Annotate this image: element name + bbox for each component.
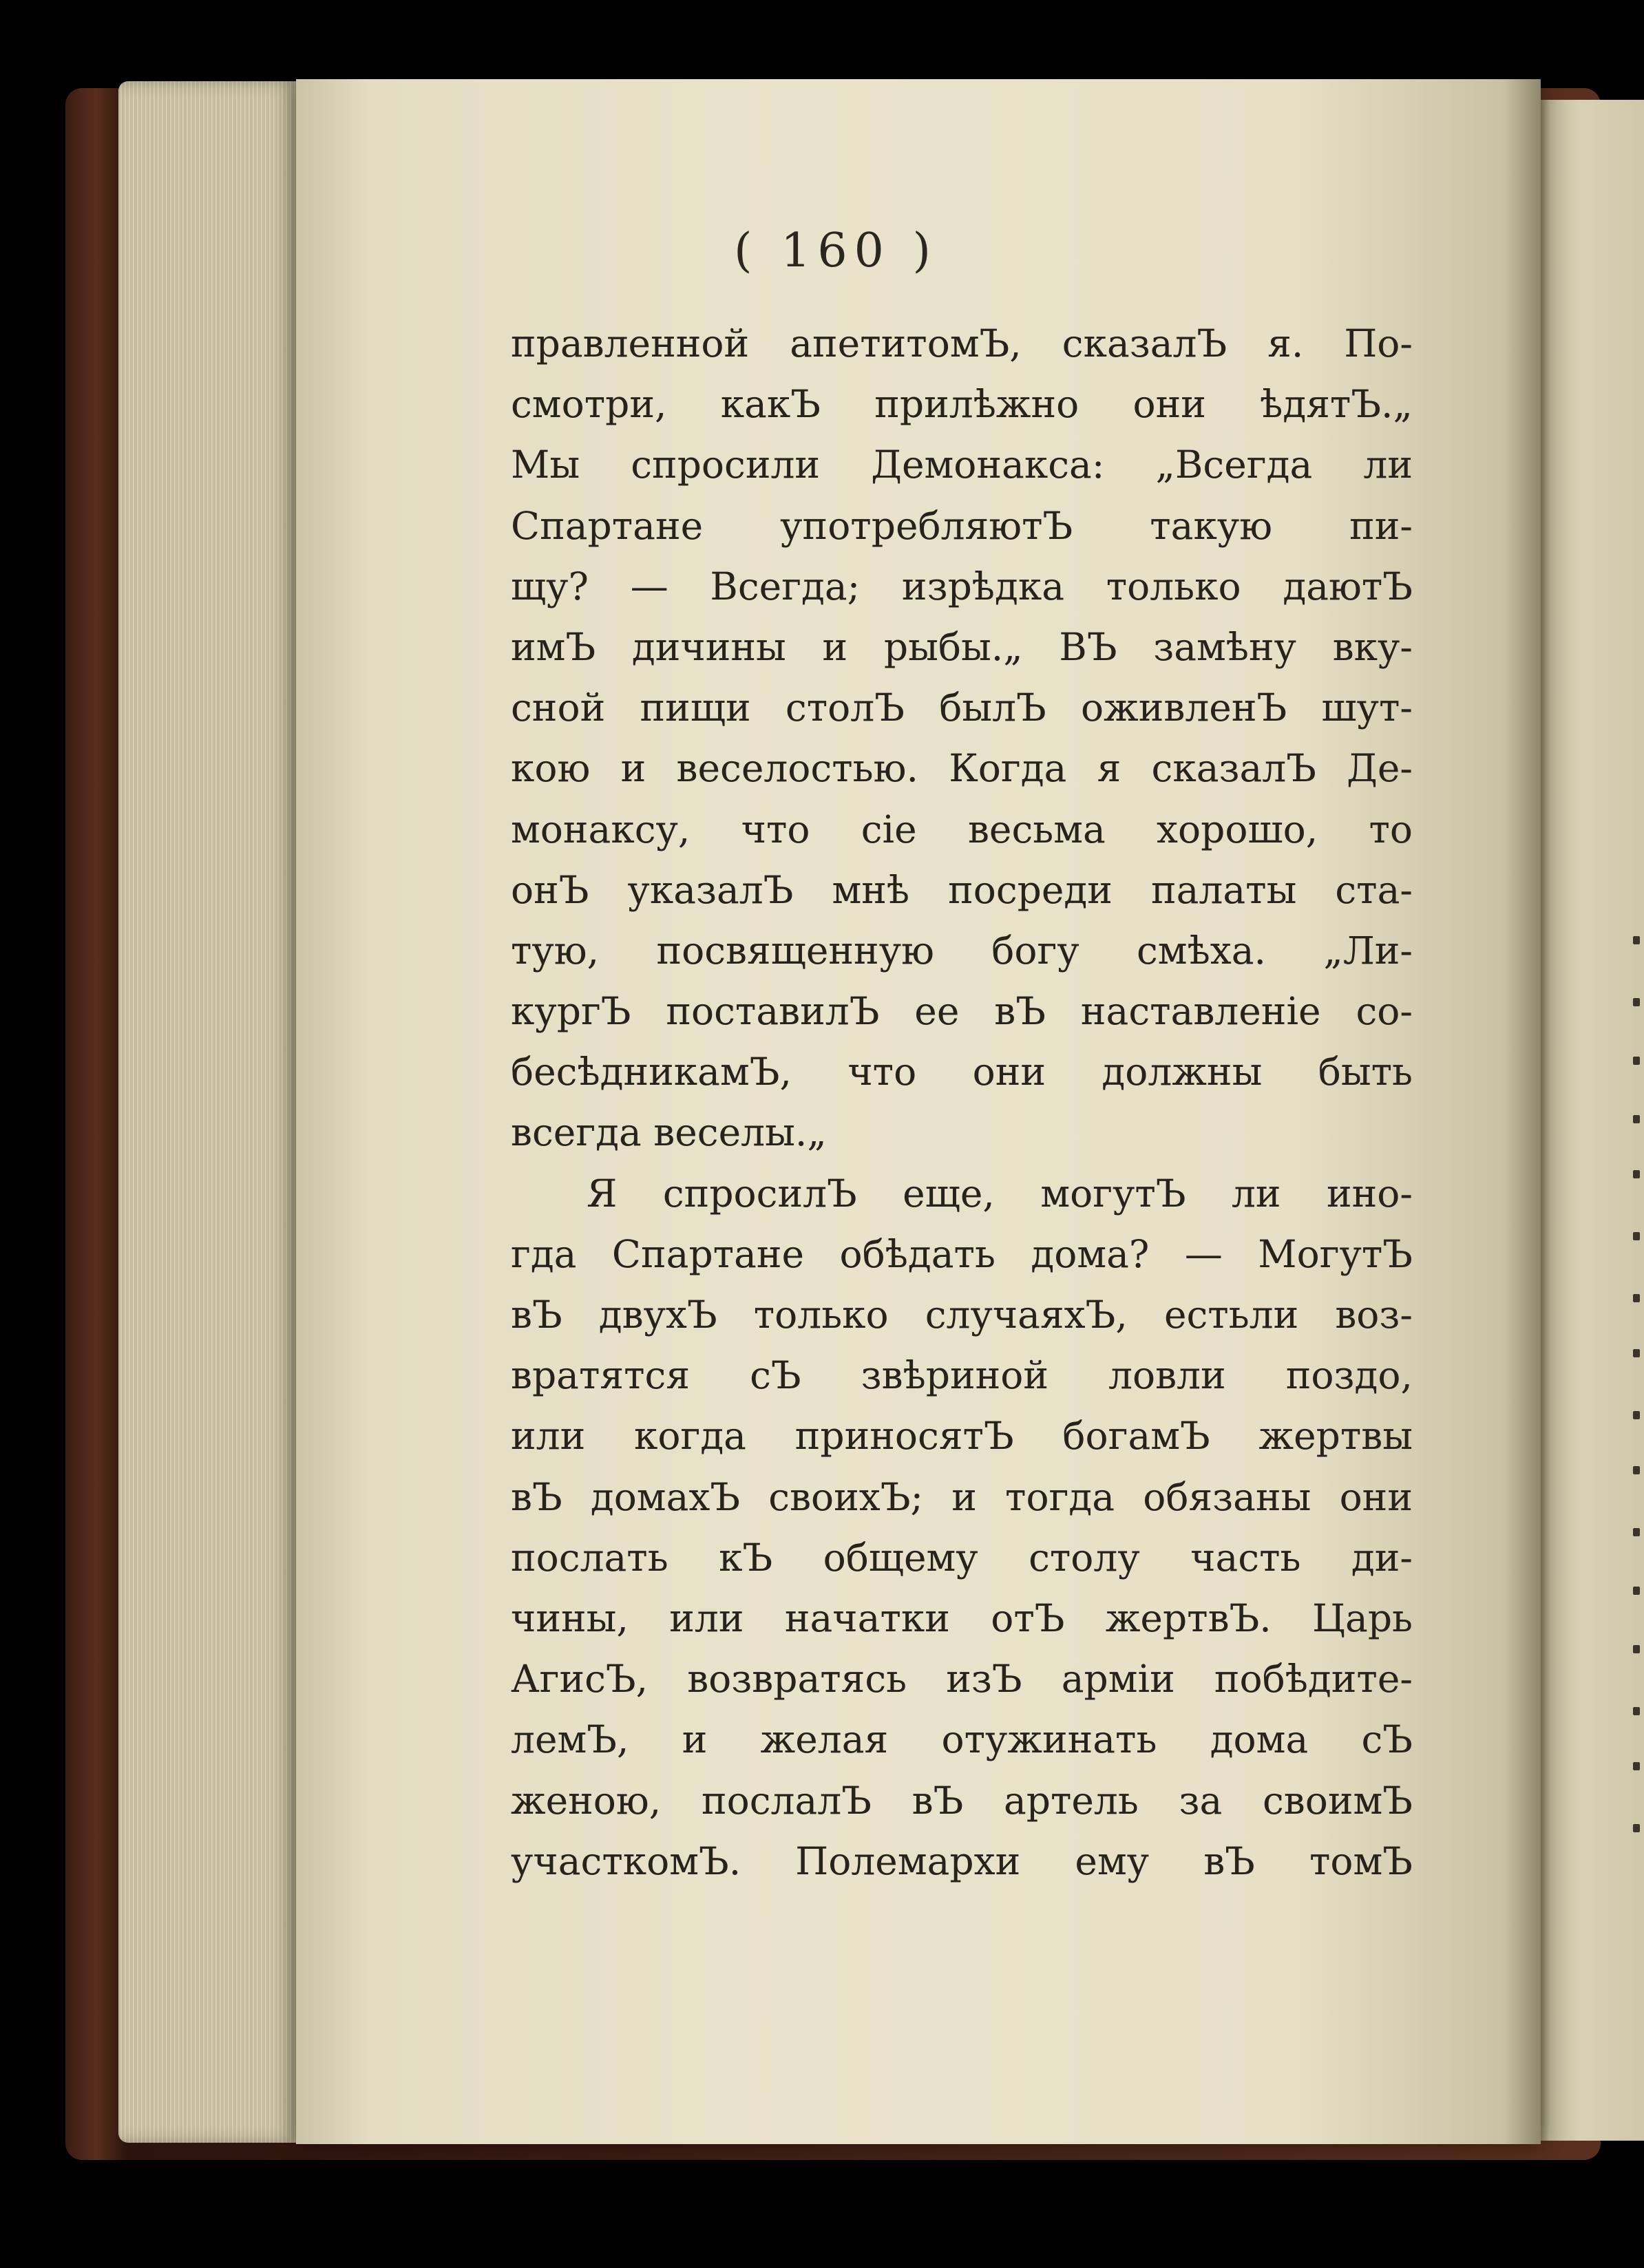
text-line: кою и веселостью. Когда я сказалЪ Де- [511, 746, 1413, 791]
text-line: послать кЪ общему столу часть ди- [511, 1535, 1413, 1580]
text-line: онЪ указалЪ мнѣ посреди палаты ста- [511, 867, 1413, 912]
text-line: монаксу, что сіе весьма хорошо, то [511, 807, 1413, 851]
text-line: правленной апетитомЪ, сказалЪ я. По- [511, 321, 1413, 365]
text-line: щу? — Всегда; изрѣдка только даютЪ [511, 564, 1413, 608]
paragraph-start-line: Я спросилЪ еще, могутЪ ли ино- [587, 1171, 1413, 1216]
text-line: Спартане употребляютЪ такую пи- [511, 503, 1413, 548]
text-line: имЪ дичины и рыбы.„ ВЪ замѣну вку- [511, 624, 1413, 669]
text-line: сной пищи столЪ былЪ оживленЪ шут- [511, 686, 1413, 730]
text-line: чины, или начатки отЪ жертвЪ. Царь [511, 1596, 1413, 1640]
text-line: тую, посвященную богу смѣха. „Ли- [511, 928, 1413, 973]
text-line: или когда приносятЪ богамЪ жертвы [511, 1414, 1413, 1459]
text-line: АгисЪ, возвратясь изЪ арміи побѣдите- [511, 1657, 1413, 1702]
text-line: вратятся сЪ звѣриной ловли поздо, [511, 1353, 1413, 1398]
page-edges [118, 81, 303, 2143]
text-line: женою, послалЪ вЪ артель за своимЪ [511, 1778, 1413, 1823]
text-line: участкомЪ. Полемархи ему вЪ томЪ [511, 1838, 1413, 1883]
text-line: лемЪ, и желая отужинать дома сЪ [511, 1717, 1413, 1762]
text-line: Мы спросили Демонакса: „Всегда ли [511, 443, 1413, 487]
text-line: кургЪ поставилЪ ее вЪ наставленіе со- [511, 989, 1413, 1034]
facing-page-bleedthrough [1633, 936, 1644, 1900]
page-number: ( 160 ) [733, 224, 938, 278]
text-line: гда Спартане обѣдать дома? — МогутЪ [511, 1231, 1413, 1276]
text-line: бесѣдникамЪ, что они должны быть [511, 1050, 1413, 1094]
text-line: всегда веселы.„ [511, 1110, 827, 1155]
text-line: вЪ домахЪ своихЪ; и тогда обязаны они [511, 1474, 1413, 1519]
body-text [511, 313, 1413, 1891]
facing-page [1537, 100, 1644, 2141]
text-line: смотри, какЪ прилѣжно они ѣдятЪ.„ [511, 382, 1413, 427]
text-line: вЪ двухЪ только случаяхЪ, естьли воз- [511, 1293, 1413, 1337]
